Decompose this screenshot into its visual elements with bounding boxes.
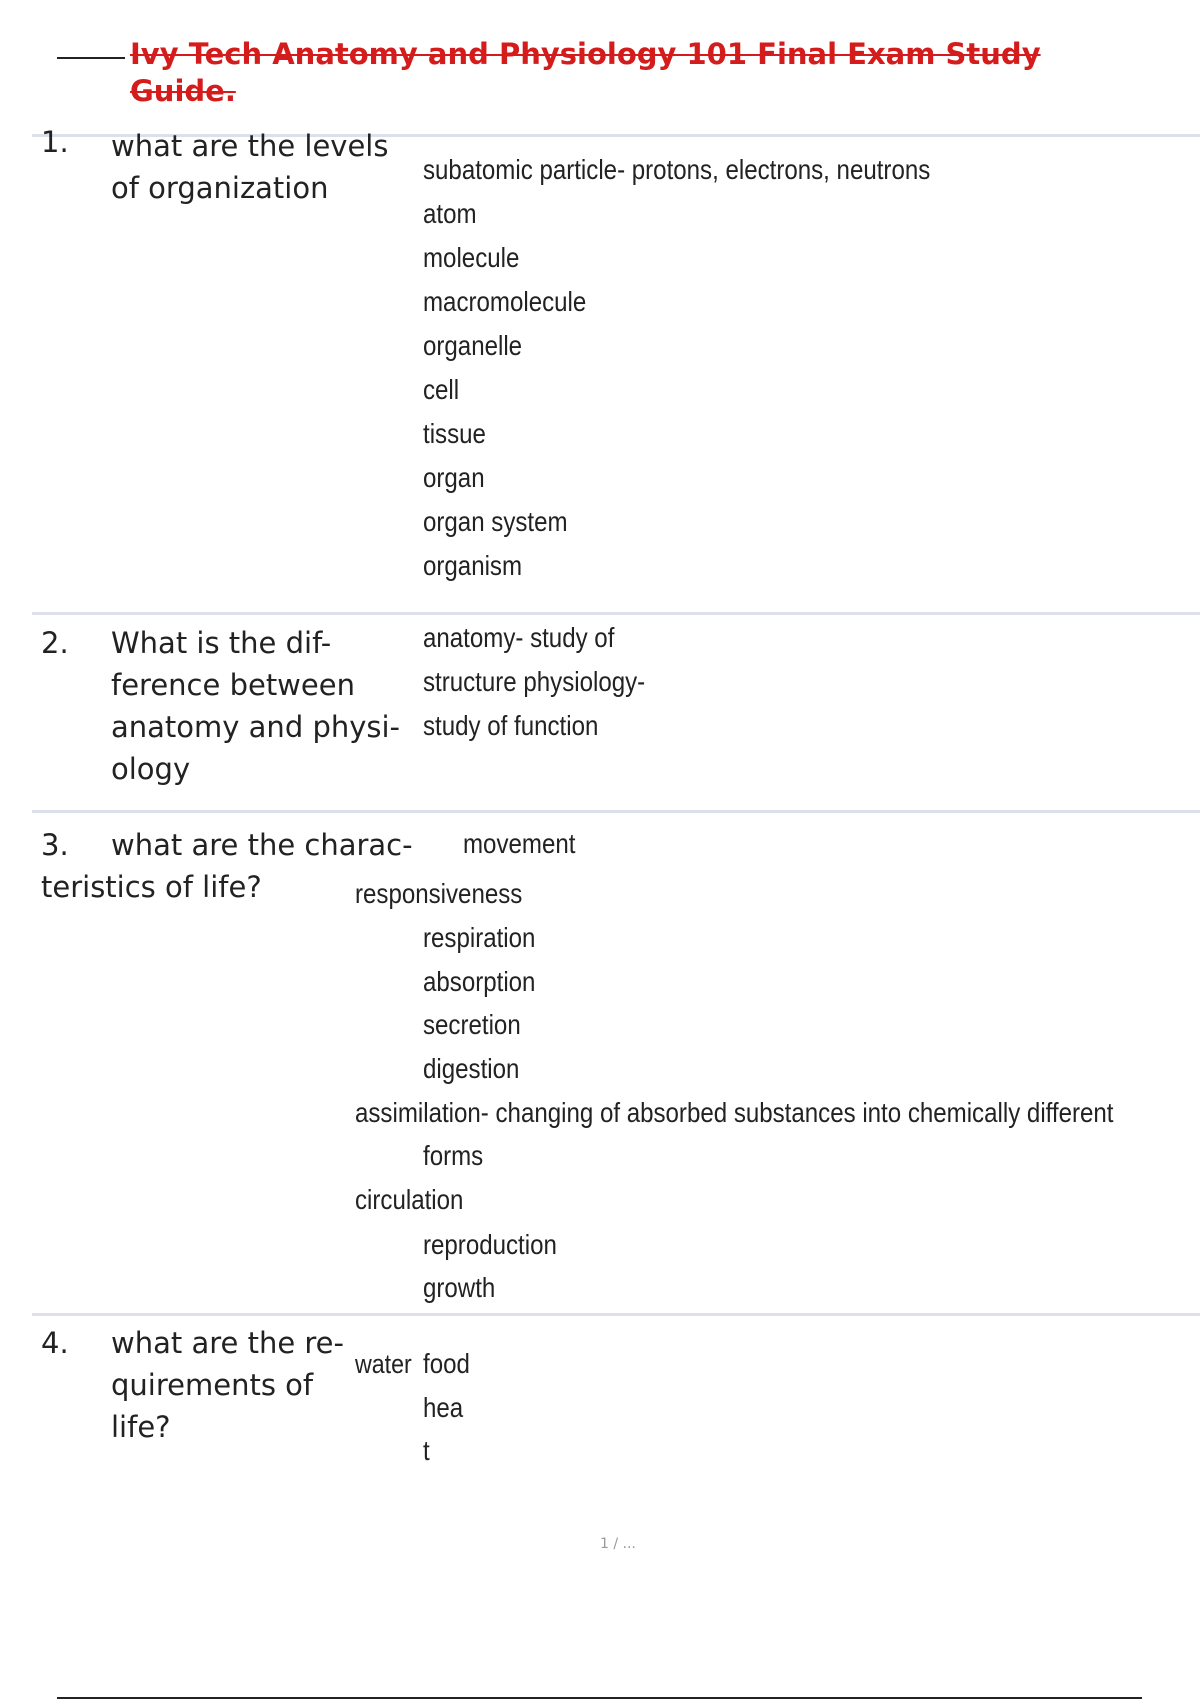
answer-list [423, 616, 681, 748]
answer-item: molecule [423, 242, 520, 273]
answer-item: subatomic particle- protons, electrons, neutrons [423, 154, 931, 185]
question-text: what are the charac- [111, 828, 413, 862]
answer-item: hea [423, 1392, 464, 1423]
question-number: 4. [41, 1326, 69, 1360]
page-number: 1 / ... [600, 1536, 636, 1552]
question-number: 2. [41, 626, 69, 660]
answer-item: organism [423, 550, 523, 581]
answer-item: secretion [423, 1009, 521, 1040]
answer-item: circulation [355, 1184, 464, 1215]
question-text: What is the dif- ference between anatomy and physi- ology [111, 626, 401, 786]
question-number: 3. [41, 828, 69, 862]
answer-item: macromolecule [423, 286, 587, 317]
answer-item: food [423, 1348, 470, 1379]
answer-item: study of function [423, 710, 599, 741]
document-title: Ivy Tech Anatomy and Physiology 101 Final Exam Study Guide. [130, 37, 1041, 108]
answer-item: organelle [423, 330, 523, 361]
answer-item: tissue [423, 418, 486, 449]
question-text: what are the re- quirements of life? [111, 1326, 344, 1444]
answer-item: organ system [423, 506, 568, 537]
title-rule [57, 57, 125, 59]
answer-item: digestion [423, 1053, 520, 1084]
answer-item: reproduction [423, 1229, 557, 1260]
answer-item: absorption [423, 966, 536, 997]
answer-item: movement [463, 828, 576, 859]
answer-item: forms [423, 1140, 484, 1171]
answer-item: anatomy- study of [423, 622, 615, 653]
answer-item: structure physiology- [423, 666, 646, 697]
answer-item: assimilation- changing of absorbed substances into chemically different [355, 1097, 1114, 1128]
answer-item: water [355, 1349, 412, 1379]
answer-item: organ [423, 462, 485, 493]
question-text: what are the levels of organization [111, 129, 389, 205]
question-number: 1. [41, 125, 69, 159]
card-divider [32, 1313, 1200, 1316]
card-divider [32, 612, 1200, 615]
footer-rule [57, 1697, 1142, 1699]
card-divider [32, 810, 1200, 813]
answer-item: atom [423, 198, 477, 229]
answer-item: growth [423, 1272, 496, 1303]
answer-item: t [423, 1435, 430, 1466]
answer-item: cell [423, 374, 460, 405]
answer-list [423, 148, 1013, 588]
answer-item: responsiveness [355, 878, 523, 909]
question-text: teristics of life? [41, 870, 262, 904]
answer-item: respiration [423, 922, 536, 953]
